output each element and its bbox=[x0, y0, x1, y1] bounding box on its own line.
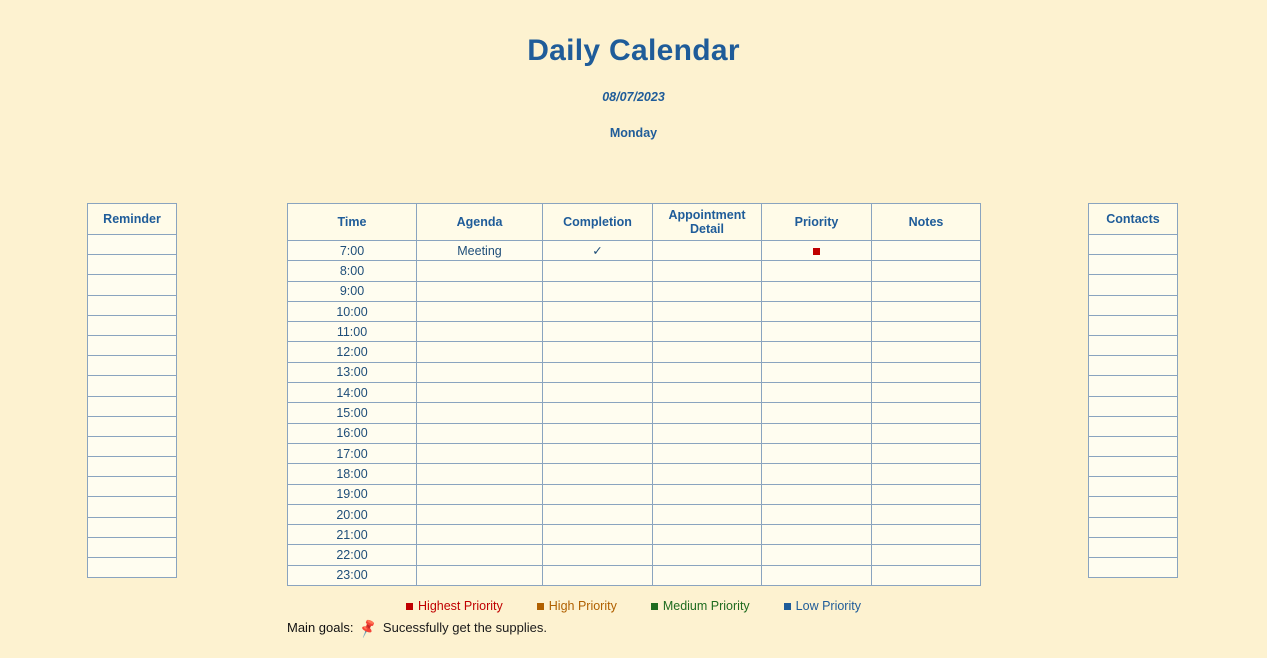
table-row bbox=[288, 525, 981, 545]
agenda-cell[interactable] bbox=[417, 423, 543, 443]
pushpin-icon: 📌 bbox=[357, 617, 380, 638]
table-row bbox=[288, 403, 981, 423]
schedule-panel bbox=[287, 203, 980, 586]
notes-cell[interactable] bbox=[872, 464, 981, 484]
reminder-body bbox=[88, 235, 177, 578]
appointment-detail-cell[interactable] bbox=[653, 281, 762, 301]
agenda-cell[interactable] bbox=[417, 545, 543, 565]
agenda-cell[interactable] bbox=[417, 281, 543, 301]
contacts-cell[interactable] bbox=[1089, 477, 1178, 497]
reminder-cell[interactable] bbox=[88, 255, 177, 275]
page-title: Daily Calendar bbox=[527, 34, 740, 67]
table-row bbox=[288, 322, 981, 342]
notes-cell[interactable] bbox=[872, 565, 981, 585]
reminder-row bbox=[88, 457, 177, 477]
appointment-detail-cell[interactable] bbox=[653, 443, 762, 463]
contacts-row bbox=[1089, 416, 1178, 436]
notes-cell[interactable] bbox=[872, 383, 981, 403]
appointment-detail-cell[interactable] bbox=[653, 525, 762, 545]
table-row bbox=[288, 443, 981, 463]
completion-cell[interactable] bbox=[543, 525, 653, 545]
notes-cell[interactable] bbox=[872, 342, 981, 362]
table-row bbox=[288, 545, 981, 565]
completion-cell[interactable] bbox=[543, 322, 653, 342]
table-row bbox=[288, 281, 981, 301]
calendar-weekday: Monday bbox=[609, 126, 658, 140]
reminder-cell[interactable] bbox=[88, 335, 177, 355]
reminder-cell[interactable] bbox=[88, 396, 177, 416]
table-row bbox=[288, 565, 981, 585]
priority-cell[interactable] bbox=[762, 383, 872, 403]
reminder-cell[interactable] bbox=[88, 517, 177, 537]
priority-legend bbox=[287, 599, 980, 613]
notes-cell[interactable] bbox=[872, 443, 981, 463]
contacts-row bbox=[1089, 376, 1178, 396]
priority-cell[interactable] bbox=[762, 241, 872, 261]
table-row bbox=[288, 342, 981, 362]
table-row bbox=[288, 261, 981, 281]
completion-cell[interactable] bbox=[543, 362, 653, 382]
reminder-cell[interactable] bbox=[88, 376, 177, 396]
contacts-cell[interactable] bbox=[1089, 558, 1178, 578]
reminder-row bbox=[88, 275, 177, 295]
contacts-row bbox=[1089, 356, 1178, 376]
agenda-cell[interactable] bbox=[417, 301, 543, 321]
notes-cell[interactable] bbox=[872, 545, 981, 565]
priority-cell[interactable] bbox=[762, 261, 872, 281]
time-cell[interactable]: 16:00 bbox=[288, 423, 417, 443]
contacts-row bbox=[1089, 558, 1178, 578]
reminder-cell[interactable] bbox=[88, 295, 177, 315]
appointment-detail-cell[interactable] bbox=[653, 545, 762, 565]
completion-cell[interactable] bbox=[543, 504, 653, 524]
appointment-detail-cell[interactable] bbox=[653, 565, 762, 585]
reminder-cell[interactable] bbox=[88, 315, 177, 335]
completion-cell[interactable] bbox=[543, 261, 653, 281]
reminder-row bbox=[88, 376, 177, 396]
time-cell[interactable]: 18:00 bbox=[288, 464, 417, 484]
contacts-cell[interactable] bbox=[1089, 396, 1178, 416]
appointment-detail-cell[interactable] bbox=[653, 423, 762, 443]
completion-check-icon[interactable]: ✓ bbox=[543, 241, 653, 261]
agenda-cell[interactable] bbox=[417, 464, 543, 484]
contacts-row bbox=[1089, 436, 1178, 456]
contacts-cell[interactable] bbox=[1089, 295, 1178, 315]
agenda-cell[interactable] bbox=[417, 504, 543, 524]
completion-cell[interactable] bbox=[543, 403, 653, 423]
reminder-header: Reminder bbox=[88, 204, 177, 235]
priority-cell[interactable] bbox=[762, 403, 872, 423]
priority-cell[interactable] bbox=[762, 342, 872, 362]
agenda-cell[interactable] bbox=[417, 383, 543, 403]
time-cell[interactable]: 23:00 bbox=[288, 565, 417, 585]
schedule-body bbox=[288, 241, 981, 586]
legend-color-icon bbox=[784, 603, 791, 610]
agenda-cell[interactable] bbox=[417, 525, 543, 545]
reminder-row bbox=[88, 497, 177, 517]
time-cell[interactable]: 8:00 bbox=[288, 261, 417, 281]
completion-cell[interactable] bbox=[543, 383, 653, 403]
completion-cell[interactable] bbox=[543, 565, 653, 585]
reminder-cell[interactable] bbox=[88, 356, 177, 376]
contacts-cell[interactable] bbox=[1089, 376, 1178, 396]
calendar-date: 08/07/2023 bbox=[602, 90, 665, 104]
completion-cell[interactable] bbox=[543, 301, 653, 321]
time-cell[interactable]: 10:00 bbox=[288, 301, 417, 321]
reminder-row bbox=[88, 558, 177, 578]
table-row bbox=[288, 464, 981, 484]
contacts-table bbox=[1088, 203, 1178, 578]
appointment-detail-cell[interactable] bbox=[653, 484, 762, 504]
reminder-row bbox=[88, 356, 177, 376]
legend-item bbox=[651, 599, 750, 613]
completion-cell[interactable] bbox=[543, 443, 653, 463]
agenda-cell[interactable] bbox=[417, 565, 543, 585]
reminder-cell[interactable] bbox=[88, 537, 177, 557]
legend-color-icon bbox=[537, 603, 544, 610]
reminder-row bbox=[88, 396, 177, 416]
notes-cell[interactable] bbox=[872, 301, 981, 321]
contacts-cell[interactable] bbox=[1089, 517, 1178, 537]
daily-calendar-page bbox=[0, 34, 1267, 658]
table-row bbox=[288, 362, 981, 382]
contacts-cell[interactable] bbox=[1089, 275, 1178, 295]
notes-cell[interactable] bbox=[872, 484, 981, 504]
priority-cell[interactable] bbox=[762, 423, 872, 443]
table-row bbox=[288, 484, 981, 504]
notes-cell[interactable] bbox=[872, 423, 981, 443]
completion-cell[interactable] bbox=[543, 545, 653, 565]
contacts-cell[interactable] bbox=[1089, 315, 1178, 335]
reminder-cell[interactable] bbox=[88, 497, 177, 517]
notes-cell[interactable] bbox=[872, 525, 981, 545]
priority-cell[interactable] bbox=[762, 545, 872, 565]
priority-cell[interactable] bbox=[762, 525, 872, 545]
contacts-row bbox=[1089, 517, 1178, 537]
contacts-header: Contacts bbox=[1089, 204, 1178, 235]
notes-cell[interactable] bbox=[872, 504, 981, 524]
appointment-detail-cell[interactable] bbox=[653, 383, 762, 403]
appointment-detail-cell[interactable] bbox=[653, 322, 762, 342]
priority-cell[interactable] bbox=[762, 362, 872, 382]
agenda-cell[interactable] bbox=[417, 342, 543, 362]
column-header-agenda: Agenda bbox=[417, 204, 543, 241]
table-row bbox=[288, 383, 981, 403]
priority-marker-icon bbox=[813, 248, 820, 255]
reminder-row bbox=[88, 335, 177, 355]
contacts-cell[interactable] bbox=[1089, 235, 1178, 255]
priority-cell[interactable] bbox=[762, 443, 872, 463]
reminder-row bbox=[88, 517, 177, 537]
time-cell[interactable]: 13:00 bbox=[288, 362, 417, 382]
table-row bbox=[288, 423, 981, 443]
contacts-cell[interactable] bbox=[1089, 497, 1178, 517]
column-header-notes: Notes bbox=[872, 204, 981, 241]
notes-cell[interactable] bbox=[872, 403, 981, 423]
time-cell[interactable]: 15:00 bbox=[288, 403, 417, 423]
appointment-detail-cell[interactable] bbox=[653, 403, 762, 423]
contacts-row bbox=[1089, 275, 1178, 295]
agenda-cell[interactable] bbox=[417, 443, 543, 463]
contacts-row bbox=[1089, 295, 1178, 315]
priority-cell[interactable] bbox=[762, 565, 872, 585]
reminder-cell[interactable] bbox=[88, 416, 177, 436]
agenda-cell[interactable]: Meeting bbox=[417, 241, 543, 261]
appointment-detail-cell[interactable] bbox=[653, 342, 762, 362]
schedule-table bbox=[287, 203, 981, 586]
column-header-appointment-detail: Appointment Detail bbox=[653, 204, 762, 241]
time-cell[interactable]: 7:00 bbox=[288, 241, 417, 261]
legend-item bbox=[406, 599, 503, 613]
time-cell[interactable]: 17:00 bbox=[288, 443, 417, 463]
appointment-detail-cell[interactable] bbox=[653, 261, 762, 281]
main-goals-label: Main goals: bbox=[287, 620, 354, 635]
notes-cell[interactable] bbox=[872, 261, 981, 281]
contacts-row bbox=[1089, 335, 1178, 355]
reminder-row bbox=[88, 537, 177, 557]
reminder-row bbox=[88, 477, 177, 497]
completion-cell[interactable] bbox=[543, 464, 653, 484]
legend-label: High Priority bbox=[548, 599, 617, 613]
appointment-detail-cell[interactable] bbox=[653, 241, 762, 261]
priority-cell[interactable] bbox=[762, 281, 872, 301]
table-row bbox=[288, 241, 981, 261]
priority-cell[interactable] bbox=[762, 301, 872, 321]
appointment-detail-cell[interactable] bbox=[653, 464, 762, 484]
priority-cell[interactable] bbox=[762, 504, 872, 524]
schedule-header-row bbox=[288, 204, 981, 241]
contacts-body bbox=[1089, 235, 1178, 578]
legend-item bbox=[784, 599, 861, 613]
table-row bbox=[288, 301, 981, 321]
reminder-cell[interactable] bbox=[88, 457, 177, 477]
contacts-cell[interactable] bbox=[1089, 255, 1178, 275]
reminder-row bbox=[88, 416, 177, 436]
completion-cell[interactable] bbox=[543, 484, 653, 504]
notes-cell[interactable] bbox=[872, 362, 981, 382]
agenda-cell[interactable] bbox=[417, 403, 543, 423]
contacts-row bbox=[1089, 497, 1178, 517]
column-header-time: Time bbox=[288, 204, 417, 241]
legend-color-icon bbox=[651, 603, 658, 610]
notes-cell[interactable] bbox=[872, 322, 981, 342]
table-row bbox=[288, 504, 981, 524]
time-cell[interactable]: 19:00 bbox=[288, 484, 417, 504]
reminder-cell[interactable] bbox=[88, 436, 177, 456]
contacts-row bbox=[1089, 396, 1178, 416]
reminder-row bbox=[88, 295, 177, 315]
column-header-priority: Priority bbox=[762, 204, 872, 241]
notes-cell[interactable] bbox=[872, 241, 981, 261]
priority-cell[interactable] bbox=[762, 464, 872, 484]
contacts-panel bbox=[1088, 203, 1178, 578]
time-cell[interactable]: 11:00 bbox=[288, 322, 417, 342]
reminder-cell[interactable] bbox=[88, 477, 177, 497]
contacts-cell[interactable] bbox=[1089, 457, 1178, 477]
agenda-cell[interactable] bbox=[417, 362, 543, 382]
reminder-row bbox=[88, 235, 177, 255]
legend-item bbox=[537, 599, 617, 613]
time-cell[interactable]: 12:00 bbox=[288, 342, 417, 362]
main-goals bbox=[287, 617, 547, 638]
reminder-cell[interactable] bbox=[88, 235, 177, 255]
appointment-detail-cell[interactable] bbox=[653, 504, 762, 524]
priority-cell[interactable] bbox=[762, 322, 872, 342]
legend-label: Low Priority bbox=[795, 599, 861, 613]
column-header-completion: Completion bbox=[543, 204, 653, 241]
agenda-cell[interactable] bbox=[417, 261, 543, 281]
legend-label: Medium Priority bbox=[662, 599, 750, 613]
completion-cell[interactable] bbox=[543, 423, 653, 443]
time-cell[interactable]: 21:00 bbox=[288, 525, 417, 545]
main-goals-text: Sucessfully get the supplies. bbox=[382, 620, 547, 635]
contacts-cell[interactable] bbox=[1089, 436, 1178, 456]
completion-cell[interactable] bbox=[543, 342, 653, 362]
contacts-cell[interactable] bbox=[1089, 335, 1178, 355]
agenda-cell[interactable] bbox=[417, 322, 543, 342]
reminder-row bbox=[88, 436, 177, 456]
contacts-row bbox=[1089, 537, 1178, 557]
time-cell[interactable]: 20:00 bbox=[288, 504, 417, 524]
reminder-row bbox=[88, 315, 177, 335]
completion-cell[interactable] bbox=[543, 281, 653, 301]
notes-cell[interactable] bbox=[872, 281, 981, 301]
time-cell[interactable]: 9:00 bbox=[288, 281, 417, 301]
contacts-cell[interactable] bbox=[1089, 537, 1178, 557]
time-cell[interactable]: 14:00 bbox=[288, 383, 417, 403]
reminder-cell[interactable] bbox=[88, 558, 177, 578]
contacts-row bbox=[1089, 457, 1178, 477]
contacts-cell[interactable] bbox=[1089, 416, 1178, 436]
agenda-cell[interactable] bbox=[417, 484, 543, 504]
appointment-detail-cell[interactable] bbox=[653, 362, 762, 382]
reminder-panel bbox=[87, 203, 177, 578]
reminder-row bbox=[88, 255, 177, 275]
legend-label: Highest Priority bbox=[418, 599, 503, 613]
appointment-detail-cell[interactable] bbox=[653, 301, 762, 321]
contacts-row bbox=[1089, 255, 1178, 275]
reminder-table bbox=[87, 203, 177, 578]
legend-color-icon bbox=[406, 603, 413, 610]
contacts-row bbox=[1089, 315, 1178, 335]
contacts-row bbox=[1089, 477, 1178, 497]
time-cell[interactable]: 22:00 bbox=[288, 545, 417, 565]
contacts-cell[interactable] bbox=[1089, 356, 1178, 376]
contacts-row bbox=[1089, 235, 1178, 255]
priority-cell[interactable] bbox=[762, 484, 872, 504]
reminder-cell[interactable] bbox=[88, 275, 177, 295]
